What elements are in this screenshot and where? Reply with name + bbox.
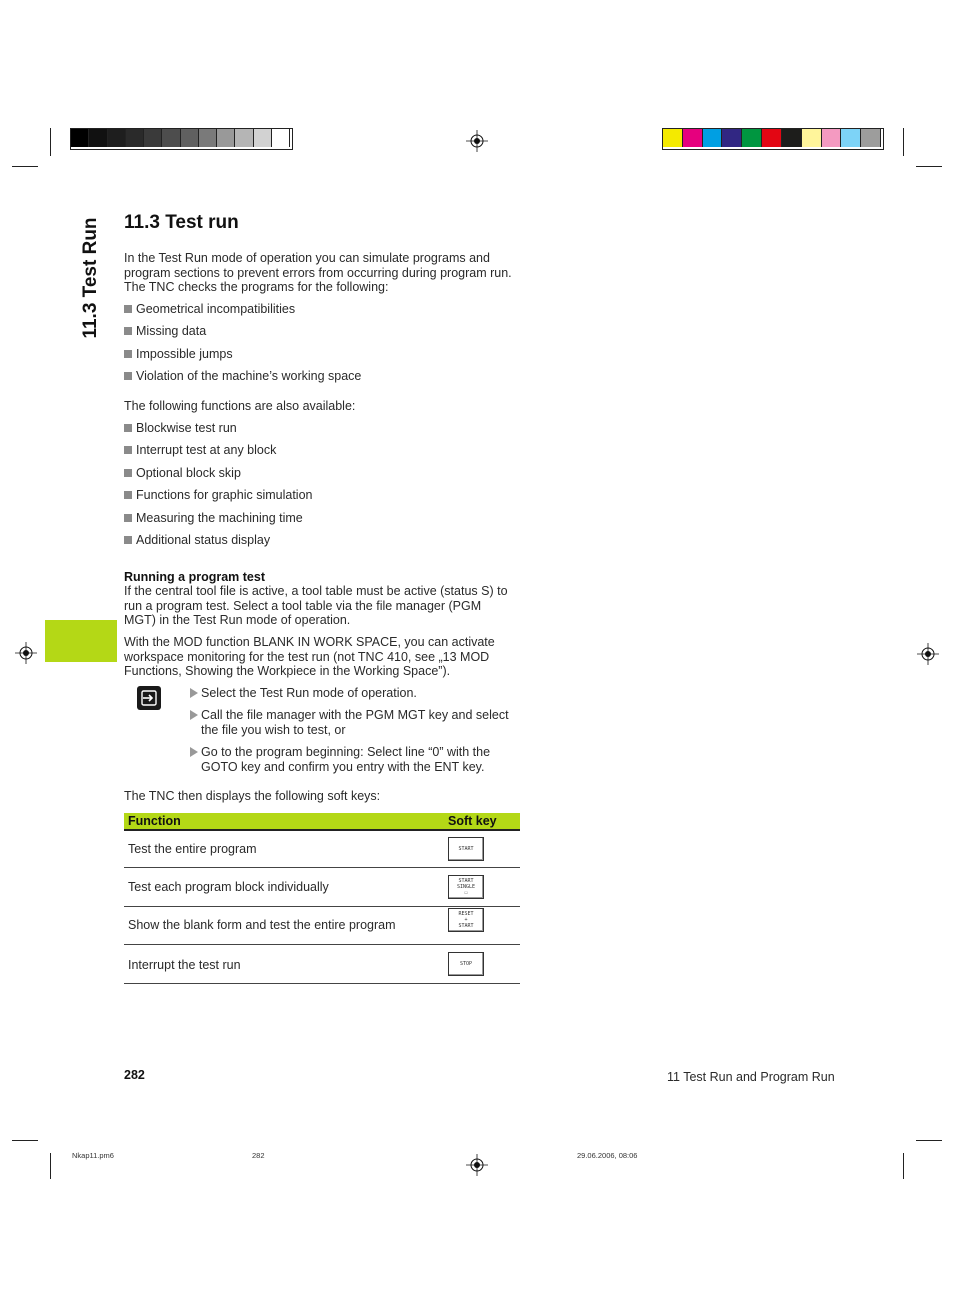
bullet-square-icon bbox=[124, 491, 132, 499]
color-swatch bbox=[663, 129, 683, 147]
color-calibration-bar bbox=[662, 128, 884, 150]
print-timestamp: 29.06.2006, 08:06 bbox=[577, 1151, 638, 1160]
color-swatch bbox=[703, 129, 723, 147]
column-header-function: Function bbox=[128, 814, 181, 828]
functions-intro: The following functions are also available: bbox=[124, 399, 356, 413]
start-single-softkey[interactable]: START SINGLE ☐ bbox=[448, 875, 484, 899]
color-swatch bbox=[742, 129, 762, 147]
list-item: Geometrical incompatibilities bbox=[124, 302, 295, 316]
registration-mark-icon bbox=[466, 130, 488, 152]
step-arrow-icon bbox=[190, 710, 198, 720]
registration-mark-icon bbox=[917, 643, 939, 665]
list-item: Measuring the machining time bbox=[124, 511, 303, 525]
crop-mark bbox=[50, 128, 51, 156]
blank-workspace-paragraph: With the MOD function BLANK IN WORK SPACE, you can activate workspace monitoring for the test run (not TNC 410, see „13 MOD Functions, Showing the Workpiece in the Working Space”). bbox=[124, 635, 495, 679]
column-header-softkey: Soft key bbox=[448, 814, 497, 828]
crop-mark bbox=[12, 1140, 38, 1141]
crop-mark bbox=[903, 128, 904, 156]
bullet-square-icon bbox=[124, 372, 132, 380]
table-row bbox=[124, 868, 520, 907]
test-run-mode-icon bbox=[137, 686, 161, 710]
crop-mark bbox=[916, 166, 942, 167]
gray-swatch bbox=[144, 129, 162, 147]
file-name: Nkap11.pm6 bbox=[72, 1151, 114, 1160]
list-item: Missing data bbox=[124, 324, 206, 338]
gray-swatch bbox=[235, 129, 253, 147]
softkeys-intro: The TNC then displays the following soft keys: bbox=[124, 789, 381, 803]
table-header bbox=[124, 813, 520, 831]
registration-mark-icon bbox=[15, 642, 37, 664]
list-item: Optional block skip bbox=[124, 466, 241, 480]
step-text: Select the Test Run mode of operation. bbox=[201, 686, 417, 700]
gray-swatch bbox=[89, 129, 107, 147]
list-item: Additional status display bbox=[124, 533, 270, 547]
function-cell: Test each program block individually bbox=[128, 880, 329, 894]
list-item: Blockwise test run bbox=[124, 421, 237, 435]
list-item: Functions for graphic simulation bbox=[124, 488, 312, 502]
step-text: Go to the program beginning: Select line “0” with the GOTO key and confirm you entry with the ENT key. bbox=[201, 745, 491, 774]
gray-swatch bbox=[162, 129, 180, 147]
gray-swatch bbox=[217, 129, 235, 147]
reset-start-softkey[interactable]: RESET + START bbox=[448, 908, 484, 932]
bullet-square-icon bbox=[124, 424, 132, 432]
side-section-heading: 11.3 Test Run bbox=[80, 217, 101, 339]
step-arrow-icon bbox=[190, 747, 198, 757]
intro-paragraph: In the Test Run mode of operation you can simulate programs and program sections to prevent errors from occurring during program run. The TNC checks the programs for the following: bbox=[124, 251, 512, 295]
bullet-square-icon bbox=[124, 514, 132, 522]
color-swatch bbox=[861, 129, 881, 147]
gray-swatch bbox=[108, 129, 126, 147]
color-swatch bbox=[802, 129, 822, 147]
page-number: 282 bbox=[124, 1068, 145, 1082]
function-cell: Interrupt the test run bbox=[128, 958, 241, 972]
color-swatch bbox=[683, 129, 703, 147]
bullet-square-icon bbox=[124, 446, 132, 454]
table-row bbox=[124, 907, 520, 945]
table-row bbox=[124, 831, 520, 868]
color-swatch bbox=[722, 129, 742, 147]
tool-table-paragraph: If the central tool file is active, a tool table must be active (status S) to run a program test. Select a tool table via the file manager (PGM MGT) in the Test Run mode of operation. bbox=[124, 584, 508, 628]
registration-mark-icon bbox=[466, 1154, 488, 1176]
color-swatch bbox=[782, 129, 802, 147]
color-swatch bbox=[762, 129, 782, 147]
function-cell: Show the blank form and test the entire program bbox=[128, 918, 396, 932]
gray-swatch bbox=[181, 129, 199, 147]
gray-calibration-bar bbox=[70, 128, 293, 150]
print-page-number: 282 bbox=[252, 1151, 265, 1160]
gray-swatch bbox=[71, 129, 89, 147]
gray-swatch bbox=[272, 129, 290, 147]
table-row bbox=[124, 945, 520, 984]
stop-softkey[interactable]: STOP bbox=[448, 952, 484, 976]
bullet-square-icon bbox=[124, 469, 132, 477]
gray-swatch bbox=[254, 129, 272, 147]
gray-swatch bbox=[126, 129, 144, 147]
bullet-square-icon bbox=[124, 305, 132, 313]
chapter-tab bbox=[45, 620, 117, 662]
crop-mark bbox=[50, 1153, 51, 1179]
start-softkey[interactable]: START bbox=[448, 837, 484, 861]
bullet-square-icon bbox=[124, 327, 132, 335]
crop-mark bbox=[12, 166, 38, 167]
bullet-square-icon bbox=[124, 536, 132, 544]
color-swatch bbox=[822, 129, 842, 147]
list-item: Violation of the machine’s working space bbox=[124, 369, 361, 383]
crop-mark bbox=[903, 1153, 904, 1179]
crop-mark bbox=[916, 1140, 942, 1141]
function-cell: Test the entire program bbox=[128, 842, 257, 856]
step-arrow-icon bbox=[190, 688, 198, 698]
section-subheading: Running a program test bbox=[124, 570, 265, 584]
bullet-square-icon bbox=[124, 350, 132, 358]
gray-swatch bbox=[199, 129, 217, 147]
step-text: Call the file manager with the PGM MGT key and select the file you wish to test, or bbox=[201, 708, 509, 737]
list-item: Interrupt test at any block bbox=[124, 443, 276, 457]
list-item: Impossible jumps bbox=[124, 347, 233, 361]
chapter-footer: 11 Test Run and Program Run bbox=[667, 1070, 835, 1084]
page-title: 11.3 Test run bbox=[124, 212, 239, 233]
color-swatch bbox=[841, 129, 861, 147]
